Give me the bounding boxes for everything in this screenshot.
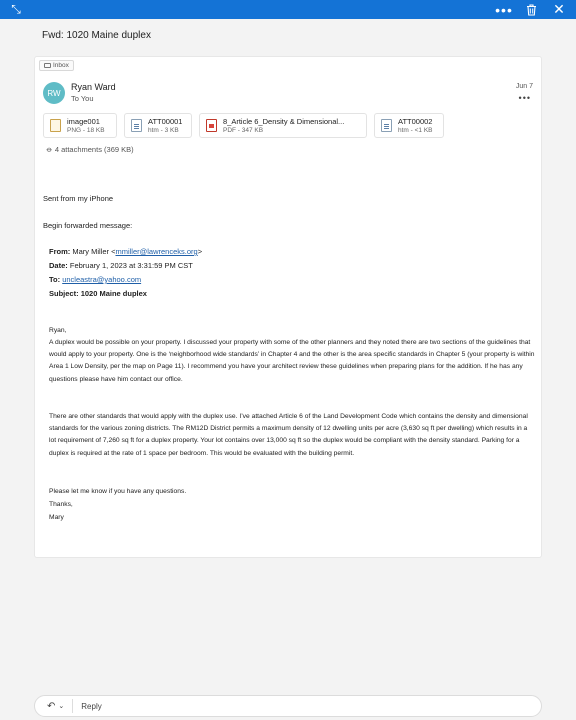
- avatar[interactable]: RW: [43, 82, 65, 104]
- attachment-size: htm - 3 KB: [148, 126, 179, 134]
- forward-from: [49, 247, 202, 256]
- closing-line: Please let me know if you have any questions.: [49, 488, 187, 495]
- date-value: February 1, 2023 at 3:31:59 PM CST: [69, 261, 193, 270]
- closing-thanks: Thanks,: [49, 501, 73, 508]
- recipient-line: To You: [71, 94, 94, 103]
- reply-label[interactable]: Reply: [81, 701, 102, 711]
- folder-tag[interactable]: [39, 60, 74, 71]
- signature: Mary: [49, 514, 64, 521]
- trash-icon[interactable]: [522, 0, 540, 19]
- attachment-size: htm - <1 KB: [398, 126, 433, 134]
- attachment-name: ATT00001: [148, 116, 183, 126]
- chevron-down-icon[interactable]: ⌄: [58, 703, 65, 710]
- attachment-att00001[interactable]: [124, 113, 192, 138]
- forward-subject: [49, 289, 147, 298]
- image-file-icon: [50, 119, 61, 132]
- message-date: Jun 7: [515, 83, 533, 90]
- document-file-icon: [131, 119, 142, 132]
- from-label: From:: [49, 247, 71, 256]
- collapse-arrows-icon[interactable]: ⤡: [11, 2, 21, 16]
- reply-options[interactable]: [35, 699, 73, 713]
- document-file-icon: [381, 119, 392, 132]
- top-toolbar: [0, 0, 576, 19]
- attachment-att00002[interactable]: [374, 113, 444, 138]
- from-close: >: [197, 247, 203, 256]
- subject-value: 1020 Maine duplex: [80, 289, 147, 298]
- attachment-article-6[interactable]: [199, 113, 367, 138]
- attachment-name: 8_Article 6_Density & Dimensional...: [223, 116, 345, 126]
- forward-intro: Begin forwarded message:: [43, 221, 133, 230]
- attachment-name: image001: [67, 116, 100, 126]
- to-label: To:: [49, 275, 61, 284]
- more-actions-icon[interactable]: •••: [518, 93, 531, 103]
- forward-to: [49, 275, 141, 284]
- subject-label: Subject:: [49, 289, 79, 298]
- body-paragraph-1: A duplex would be possible on your property. I discussed your property with some of the other planners and they noted there are two sections of the guidelines that would apply to your property. One is the ‘neighborhood wide standards’ in Chapter 4 and the other is the area specific standards in Chapter 5 (your property is within Area 1 Low Density, per the map on Page 11). I recommend you have your architect review these guidelines when preparing plans for the addition. If he has any questions please have him contact our office.: [49, 339, 535, 383]
- paperclip-icon: ⌀: [44, 144, 55, 155]
- attachment-name: ATT00002: [398, 116, 433, 126]
- body-paragraph-2: There are other standards that would apply with the duplex use. I’ve attached Article 6 of the Land Development Code which contains the density and dimensional standards for the various zoning districts. The RM12D District permits a maximum density of 12 dwelling units per acre (3,630 sq ft per dwelling) which results in a lot requirement of 7,260 sq ft for a duplex property. Your lot contains over 13,000 sq ft so the duplex would be compliant with the density standard. Parking for a duplex is required at the rate of 1 space per bedroom. This would be evaluated with the building permit.: [49, 413, 528, 457]
- attachment-size: PNG - 18 KB: [67, 126, 105, 134]
- folder-label: Inbox: [53, 62, 69, 69]
- attachment-count[interactable]: [44, 144, 134, 155]
- from-name: Mary Miller <: [72, 247, 116, 256]
- forward-date: [49, 261, 193, 270]
- email-subject: Fwd: 1020 Maine duplex: [42, 30, 151, 41]
- reply-bar[interactable]: [34, 695, 542, 717]
- more-horizontal-icon[interactable]: •••: [495, 1, 513, 18]
- sent-from-line: Sent from my iPhone: [43, 194, 114, 203]
- date-label: Date:: [49, 261, 68, 270]
- sender-name[interactable]: Ryan Ward: [71, 82, 116, 92]
- folder-icon: [44, 63, 51, 68]
- to-email-link[interactable]: uncleastra@yahoo.com: [62, 275, 142, 284]
- message-card: [34, 56, 542, 558]
- attachment-image001[interactable]: [43, 113, 117, 138]
- attachment-count-label: 4 attachments (369 KB): [54, 145, 134, 154]
- reply-icon[interactable]: ↶: [47, 700, 56, 712]
- greeting: Ryan,: [49, 327, 67, 334]
- from-email-link[interactable]: mmiller@lawrenceks.org: [115, 247, 198, 256]
- pdf-file-icon: [206, 119, 217, 132]
- attachment-size: PDF - 347 KB: [223, 126, 264, 134]
- close-icon[interactable]: ✕: [553, 1, 565, 17]
